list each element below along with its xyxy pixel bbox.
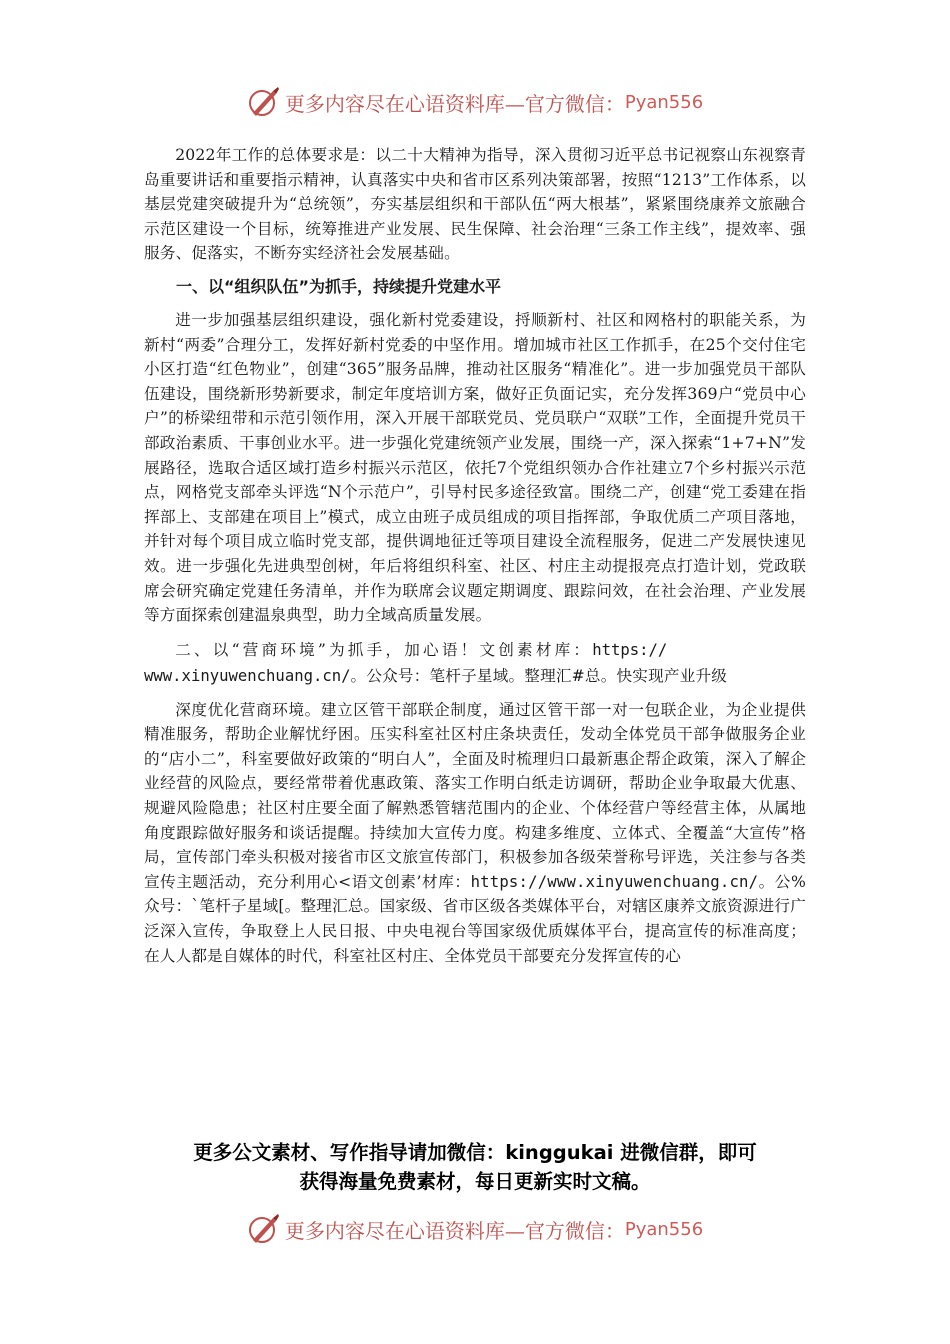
section-heading-2-cont [144,663,806,689]
heading-2-text-b: 。公众号：笔杆子星域。整理汇#总。快实现产业升级 [350,666,728,685]
intro-paragraph: 2022年工作的总体要求是：以二十大精神为指导，深入贯彻习近平总书记视察山东视察青岛重要讲话和重要指示精神，认真落实中央和省市区系列决策部署，按照“1213”工作体系，以基层党建突破提升为“总统领”，夯实基层组织和干部队伍“两大根基”，紧紧围绕康养文旅融合示范区建设一个目标，统筹推进产业发展、民生保障、社会治理“三条工作主线”，提效率、强服务、促落实，不断夯实经济社会发展基础。 [144,146,806,263]
banner-text: 更多内容尽在心语资料库—官方微信： [284,91,625,116]
banner-wechat-id: Pyan556 [624,1218,704,1240]
footer-banner [0,1209,950,1249]
header-banner [0,82,950,122]
heading-2-url-2: www.xinyuwenchuang.cn/ [144,666,351,685]
section-2-text-b: 。公%众号：`笔杆子星域[。整理汇总。国家级、省市区级各类媒体平台，对辖区康养文旅资源进行广泛深入宣传，争取登上人民日报、中央电视台等国家级优质媒体平台，提高宣传的标准高度；在人人都是自媒体的时代，科室社区村庄、全体党员干部要充分发挥宣传的心 [144,872,806,965]
document-body [144,143,806,968]
section-heading-2 [144,637,806,663]
pen-logo-icon [247,1212,281,1246]
pen-logo-icon [247,85,281,119]
heading-2-text-a: 二、以“营商环境”为抓手，加心语！文创素材库： [175,640,593,659]
promo-line-2: 获得海量免费素材，每日更新实时文稿。 [299,1170,651,1193]
banner-wechat-id: Pyan556 [624,91,704,113]
section-1-paragraph: 进一步加强基层组织建设，强化新村党委建设，捋顺新村、社区和网格村的职能关系，为新村“两委”合理分工，发挥好新村党委的中坚作用。增加城市社区工作抓手，在25个交付住宅小区打造“红色物业”，创建“365”服务品牌，推动社区服务“精准化”。进一步加强党员干部队伍建设，围绕新形势新要求，制定年度培训方案，做好正负面记实，充分发挥369户“党员中心户”的桥梁纽带和示范引领作用，深入开展干部联党员、党员联户“双联”工作，全面提升党员干部政治素质、干事创业水平。进一步强化党建统领产业发展，围绕一产，深入探索“1+7+N”发展路径，选取合适区域打造乡村振兴示范区，依托7个党组织领办合作社建立7个乡村振兴示范点，网格党支部牵头评选“N个示范户”，引导村民多途径致富。围绕二产，创建“党工委建在指挥部上、支部建在项目上”模式，成立由班子成员组成的项目指挥部，争取优质二产项目落地，并针对每个项目成立临时党支部，提供调地征迁等项目建设全流程服务，促进二产发展快速见效。进一步强化先进典型创树，年后将组织科室、社区、村庄主动提报亮点打造计划，党政联席会研究确定党建任务清单，并作为联席会议题定期调度、跟踪问效，在社会治理、产业发展等方面探索创建温泉典型，助力全域高质量发展。 [144,310,806,625]
banner-text: 更多内容尽在心语资料库—官方微信： [284,1218,625,1243]
promo-line-1: 更多公文素材、写作指导请加微信：kinggukai 进微信群，即可 [193,1141,757,1164]
section-heading-1: 一、以“组织队伍”为抓手，持续提升党建水平 [176,276,502,296]
section-2-text-a: 深度优化营商环境。建立区管干部联企制度，通过区管干部一对一包联企业，为企业提供精准服务，帮助企业解忧纾困。压实科室社区村庄条块责任，发动全体党员干部争做服务企业的“店小二”，科室要做好政策的“明白人”，全面及时梳理归口最新惠企帮企政策，深入了解企业经营的风险点，要经常带着优惠政策、落实工作明白纸走访调研，帮助企业争取最大优惠、规避风险隐患；社区村庄要全面了解熟悉管辖范围内的企业、个体经营户等经营主体，从属地角度跟踪做好服务和谈话提醒。持续加大宣传力度。构建多维度、立体式、全覆盖“大宣传”格局，宣传部门牵头积极对接省市区文旅宣传部门，积极参加各级荣誉称号评选，关注参与各类宣传主题活动，充分利用心<语文创素’材库： [144,700,806,891]
section-2-url: https://www.xinyuwenchuang.cn/ [470,872,759,891]
promo-notice [0,1138,950,1196]
heading-2-url-1: https:// [592,640,668,659]
section-2-paragraph [144,698,806,969]
